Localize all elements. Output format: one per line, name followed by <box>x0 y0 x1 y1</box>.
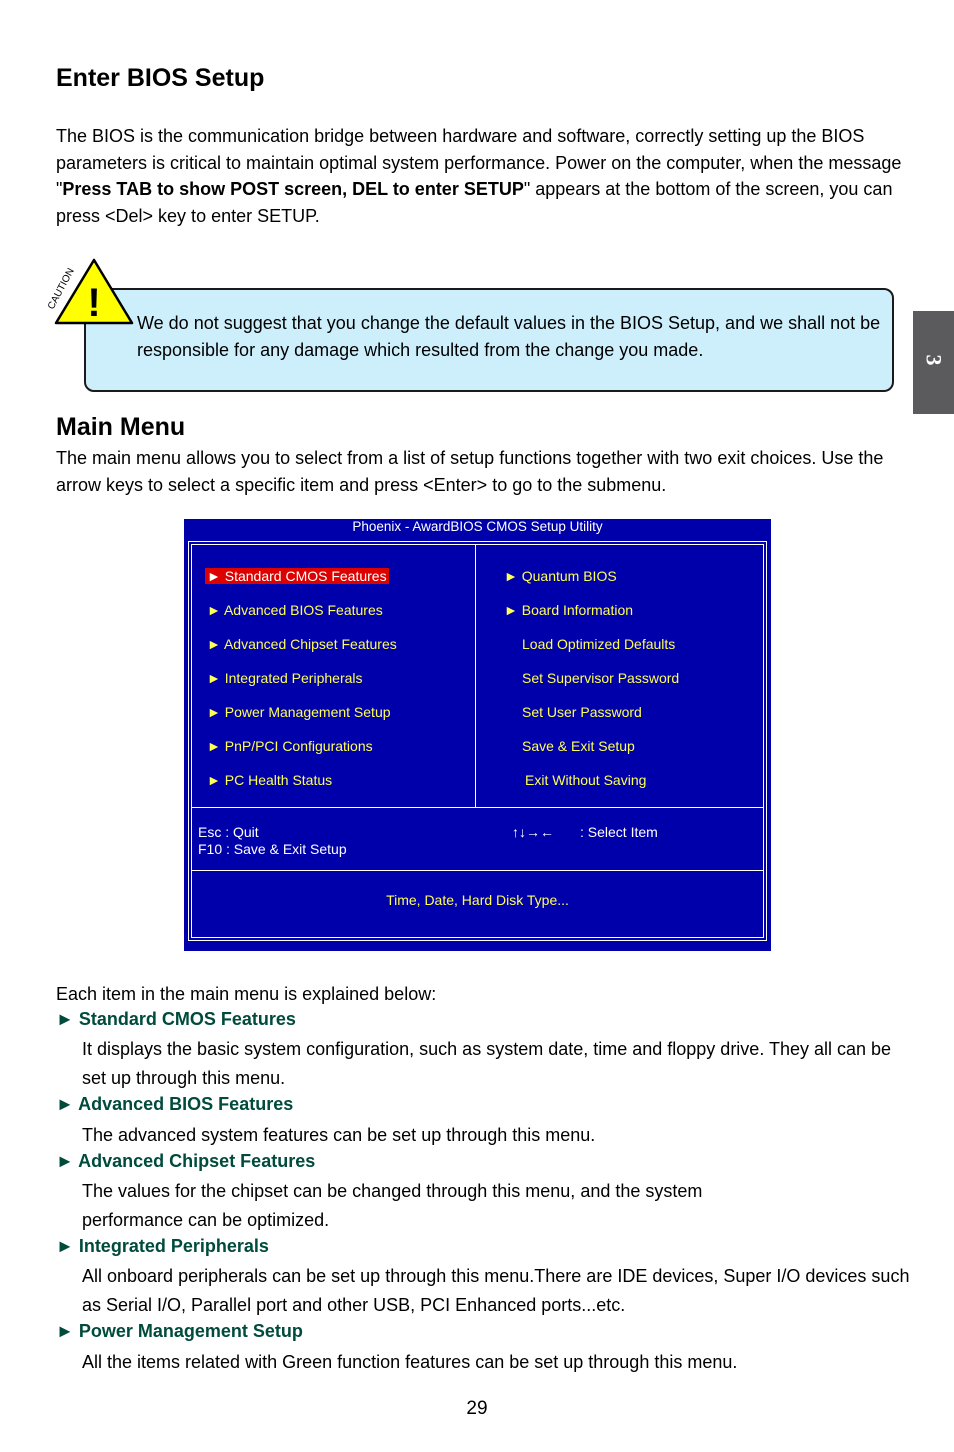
explain-intro: Each item in the main menu is explained below: <box>56 984 437 1004</box>
bios-frame <box>188 541 767 941</box>
bios-item-exit-without-saving[interactable]: Exit Without Saving <box>525 772 647 788</box>
bios-item-pc-health[interactable]: ► PC Health Status <box>207 772 333 788</box>
column-divider <box>475 545 476 807</box>
section-body-integrated-peripherals: All onboard peripherals can be set up through this menu.There are IDE devices, Super I/O devices such as Serial I/O, Parallel port and other USB, PCI Enhanced ports...etc. <box>82 1266 910 1315</box>
bios-item-load-optimized-defaults[interactable]: Load Optimized Defaults <box>522 636 676 652</box>
section-head-advanced-bios: ► Advanced BIOS Features <box>56 1094 294 1114</box>
chapter-tab <box>913 311 954 414</box>
section-body-standard-cmos: It displays the basic system configuration, such as system date, time and floppy drive. They all can be set up through this menu. <box>82 1039 892 1088</box>
section-head-integrated-peripherals: ► Integrated Peripherals <box>56 1236 269 1256</box>
help-divider <box>192 870 763 871</box>
page-number: 29 <box>466 1398 488 1419</box>
section-head-power-management: ► Power Management Setup <box>56 1321 303 1341</box>
bios-item-advanced-chipset[interactable]: ► Advanced Chipset Features <box>207 636 397 652</box>
bios-item-standard-cmos[interactable]: ► Standard CMOS Features <box>207 568 387 584</box>
section-body-power-management: All the items related with Green function features can be set up through this menu. <box>82 1352 738 1372</box>
bios-item-save-exit[interactable]: Save & Exit Setup <box>522 738 635 754</box>
section-head-advanced-chipset: ► Advanced Chipset Features <box>56 1151 316 1171</box>
bios-item-advanced-bios[interactable]: ► Advanced BIOS Features <box>207 602 383 618</box>
help-arrow-keys: ↑↓→← <box>512 824 554 840</box>
enter-bios-message: Press TAB to show POST screen, DEL to enter SETUP <box>62 179 524 199</box>
help-select-item: : Select Item <box>580 824 658 840</box>
enter-bios-text-a: The BIOS is the communication bridge between hardware and software, correctly setting up the BIOS parameters is critical to maintain optimal system performance. Power on the computer, when the message " <box>56 126 902 199</box>
enter-bios-text-b: " appears at the bottom of the screen, you can press <Del> key to enter SETUP. <box>56 179 893 226</box>
bios-item-power-management[interactable]: ► Power Management Setup <box>207 704 391 720</box>
section-head-standard-cmos: ► Standard CMOS Features <box>56 1009 296 1029</box>
bios-item-set-user-password[interactable]: Set User Password <box>522 704 642 720</box>
menu-divider <box>192 807 763 808</box>
chapter-number: 3 <box>921 354 947 366</box>
main-menu-intro: The main menu allows you to select from a list of setup functions together with two exit choices. Use the arrow keys to select a specific item and press <Enter> to go to the submenu. <box>56 448 884 495</box>
bios-item-pnp-pci[interactable]: ► PnP/PCI Configurations <box>207 738 373 754</box>
bios-item-quantum-bios[interactable]: ► Quantum BIOS <box>504 568 617 584</box>
help-f10: F10 : Save & Exit Setup <box>198 841 347 857</box>
bios-screen <box>184 519 771 951</box>
bios-item-board-information[interactable]: ► Board Information <box>504 602 634 618</box>
enter-bios-heading: Enter BIOS Setup <box>56 64 265 92</box>
caution-text: We do not suggest that you change the default values in the BIOS Setup, and we shall not be responsible for any damage which resulted from the change you made. <box>137 313 881 360</box>
enter-bios-paragraph <box>56 123 906 229</box>
bios-inner-frame <box>191 544 764 938</box>
bios-item-integrated-peripherals[interactable]: ► Integrated Peripherals <box>207 670 363 686</box>
help-esc: Esc : Quit <box>198 824 259 840</box>
bios-item-set-supervisor-password[interactable]: Set Supervisor Password <box>522 670 680 686</box>
caution-mark: ! <box>87 281 101 325</box>
caution-label-icon <box>45 256 110 316</box>
bios-status-line: Time, Date, Hard Disk Type... <box>386 892 569 908</box>
bios-title: Phoenix - AwardBIOS CMOS Setup Utility <box>352 519 603 534</box>
section-body-advanced-chipset: The values for the chipset can be changed through this menu, and the system performance can be optimized. <box>82 1181 703 1230</box>
caution-label: CAUTION <box>45 266 77 312</box>
section-body-advanced-bios: The advanced system features can be set up through this menu. <box>82 1125 596 1145</box>
main-menu-heading: Main Menu <box>56 413 186 441</box>
